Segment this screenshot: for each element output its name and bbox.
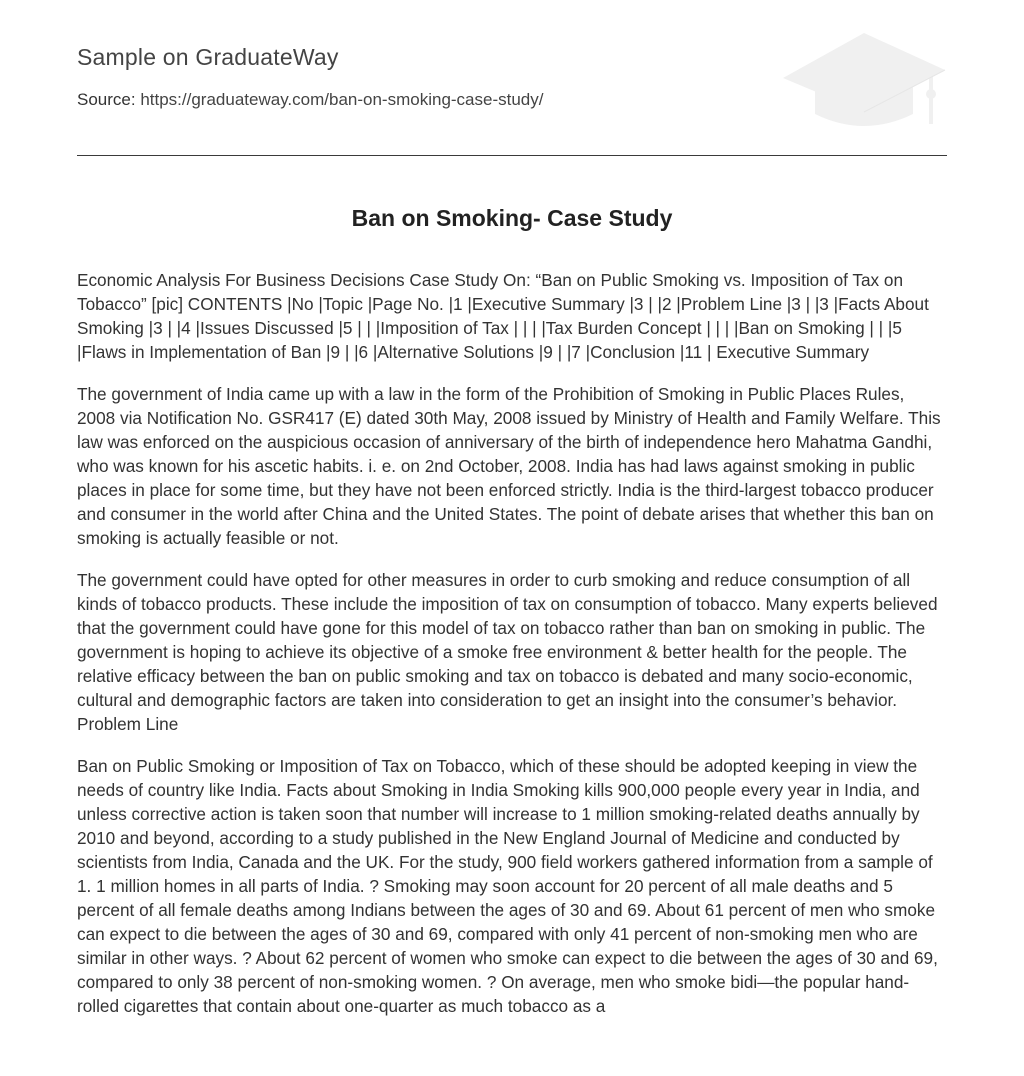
source-line: [77, 90, 543, 110]
source-label: Source:: [77, 90, 136, 109]
paragraph: Ban on Public Smoking or Imposition of Tax on Tobacco, which of these should be adopted keeping in view the needs of country like India. Facts about Smoking in India Smoking kills 900,000 people every year in India, and unless corrective action is taken soon that number will increase to 1 million smoking-related deaths annually by 2010 and beyond, according to a study published in the New England Journal of Medicine and conducted by scientists from India, Canada and the UK. For the study, 900 field workers gathered information from a sample of 1. 1 million homes in all parts of India. ? Smoking may soon account for 20 percent of all male deaths and 5 percent of all female deaths among Indians between the ages of 30 and 69. About 61 percent of men who smoke can expect to die between the ages of 30 and 69, compared with only 41 percent of non-smoking men who are similar in other ways. ? About 62 percent of women who smoke can expect to die between the ages of 30 and 69, compared to only 38 percent of non-smoking women. ? On average, men who smoke bidi—the popular hand-rolled cigarettes that contain about one-quarter as much tobacco as a: [77, 756, 938, 1016]
page-header: [77, 0, 947, 156]
document-title: Ban on Smoking- Case Study: [351, 205, 673, 231]
site-title: Sample on GraduateWay: [77, 44, 339, 70]
graduation-cap-icon: [781, 30, 947, 134]
document-body: [77, 268, 947, 1036]
paragraph: The government of India came up with a law in the form of the Prohibition of Smoking in Public Places Rules, 2008 via Notification No. GSR417 (E) dated 30th May, 2008 issued by Ministry of Health and Family Welfare. This law was enforced on the auspicious occasion of anniversary of the birth of independence hero Mahatma Gandhi, who was known for his ascetic habits. i. e. on 2nd October, 2008. India has had laws against smoking in public places in place for some time, but they have not been enforced strictly. India is the third-largest tobacco producer and consumer in the world after China and the United States. The point of debate arises that whether this ban on smoking is actually feasible or not.: [77, 384, 941, 548]
source-link[interactable]: https://graduateway.com/ban-on-smoking-case-study/: [140, 90, 544, 109]
paragraph: Economic Analysis For Business Decisions Case Study On: “Ban on Public Smoking vs. Imposition of Tax on Tobacco” [pic] CONTENTS |No |Topic |Page No. |1 |Executive Summary |3 | |2 |Problem Line |3 | |3 |Facts About Smoking |3 | |4 |Issues Discussed |5 | | |Imposition of Tax | | | |Tax Burden Concept | | | |Ban on Smoking | | |5 |Flaws in Implementation of Ban |9 | |6 |Alternative Solutions |9 | |7 |Conclusion |11 | Executive Summary: [77, 270, 929, 362]
header-divider: [77, 155, 947, 156]
paragraph: The government could have opted for other measures in order to curb smoking and reduce consumption of all kinds of tobacco products. These include the imposition of tax on consumption of tobacco. Many experts believed that the government could have gone for this model of tax on tobacco rather than ban on smoking in public. The government is hoping to achieve its objective of a smoke free environment & better health for the people. The relative efficacy between the ban on public smoking and tax on tobacco is debated and many socio-economic, cultural and demographic factors are taken into consideration to get an insight into the consumer’s behavior. Problem Line: [77, 570, 938, 734]
